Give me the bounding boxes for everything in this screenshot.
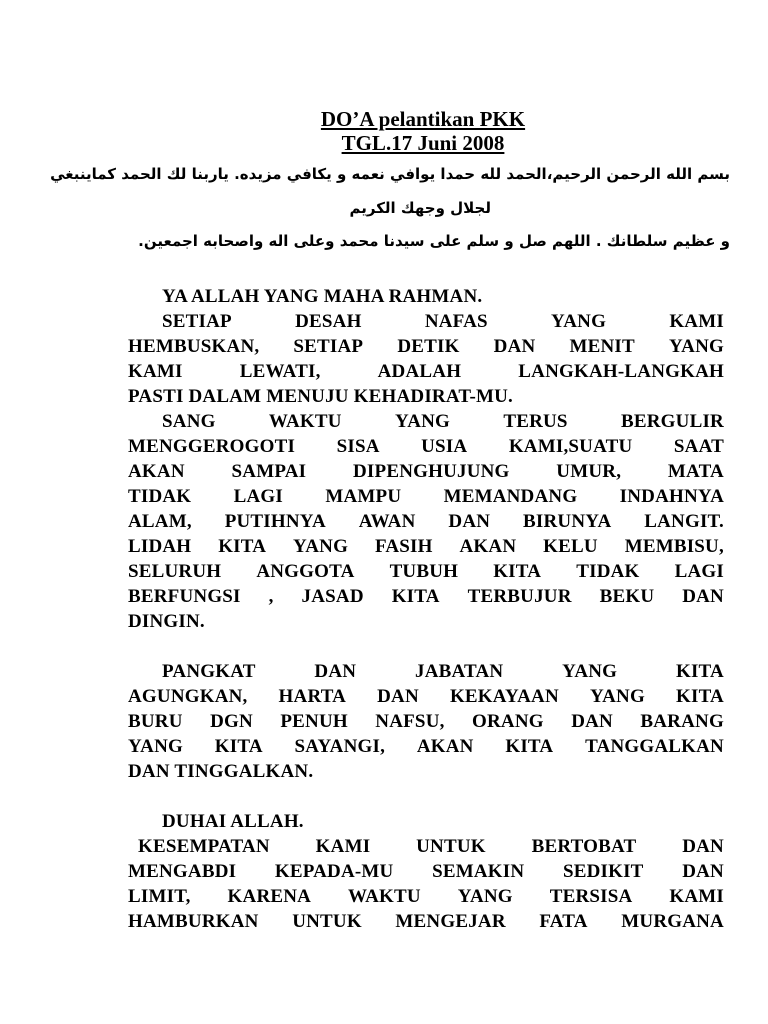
word: SEDIKIT [562, 861, 644, 882]
word: MEMBISU, [624, 536, 724, 557]
word: NAFAS [424, 311, 488, 332]
word: AWAN [358, 511, 416, 532]
word: KITA [675, 661, 724, 682]
blank-line [128, 634, 724, 659]
word: YANG [562, 661, 618, 682]
word: KAMI [669, 886, 724, 907]
paragraph-3-line [128, 709, 724, 734]
paragraph-4 [128, 834, 724, 934]
paragraph-3-line [128, 684, 724, 709]
word: SAMPAI [231, 461, 307, 482]
word: TIDAK [128, 486, 192, 507]
word: SEMAKIN [432, 861, 525, 882]
paragraph-3-line: DAN TINGGALKAN. [128, 761, 314, 782]
word: ANGGOTA [256, 561, 355, 582]
word: BERFUNGSI [128, 586, 241, 607]
word: KEKAYAAN [449, 686, 559, 707]
prayer-body [128, 284, 724, 934]
word: TERSISA [549, 886, 633, 907]
word: KEPADA-MU [274, 861, 394, 882]
word: KAMI [669, 311, 724, 332]
word: TERUS [503, 411, 568, 432]
word: LANGKAH-LANGKAH [518, 361, 724, 382]
word: FASIH [374, 536, 433, 557]
word: SISA [336, 436, 380, 457]
word: SETIAP [293, 336, 364, 357]
word: PENUH [280, 711, 348, 732]
word: UMUR, [556, 461, 622, 482]
word: MENGABDI [128, 861, 237, 882]
word: LEWATI, [239, 361, 321, 382]
word: HARTA [278, 686, 347, 707]
word: YANG [589, 686, 645, 707]
word: KESEMPATAN [138, 836, 270, 857]
word: KITA [391, 586, 440, 607]
paragraph-3-line [128, 734, 724, 759]
word: YANG [128, 736, 183, 757]
word: KITA [505, 736, 554, 757]
word: SANG [162, 411, 216, 432]
word: LIMIT, [128, 886, 191, 907]
word: ORANG [472, 711, 544, 732]
word: DAN [493, 336, 536, 357]
paragraph-1 [128, 309, 724, 409]
paragraph-4-line [128, 884, 724, 909]
word: UNTUK [292, 911, 362, 932]
word: KELU [543, 536, 598, 557]
blank-line [128, 784, 724, 809]
paragraph-3 [128, 659, 724, 784]
paragraph-1-line [128, 359, 724, 384]
word: AKAN [459, 536, 517, 557]
paragraph-2-line [128, 409, 724, 434]
word: DAN [571, 711, 613, 732]
paragraph-2 [128, 409, 724, 634]
word: MATA [667, 461, 724, 482]
word: FATA [539, 911, 588, 932]
word: DAN [682, 586, 724, 607]
word: ALAM, [128, 511, 192, 532]
document-date: TGL.17 Juni 2008 [341, 131, 505, 155]
word: MEMANDANG [443, 486, 578, 507]
word: BERGULIR [621, 411, 724, 432]
paragraph-2-line [128, 509, 724, 534]
word: KAMI [128, 361, 183, 382]
paragraph-1-line [128, 309, 724, 334]
word: KITA [214, 736, 263, 757]
word: KARENA [227, 886, 312, 907]
word: KAMI,SUATU [508, 436, 633, 457]
word: BIRUNYA [523, 511, 612, 532]
paragraph-1-line: PASTI DALAM MENUJU KEHADIRAT-MU. [128, 386, 513, 407]
word: TERBUJUR [467, 586, 572, 607]
word: NAFSU, [375, 711, 445, 732]
paragraph-4-line [128, 859, 724, 884]
word: TANGGALKAN [585, 736, 724, 757]
word: MENIT [569, 336, 635, 357]
word: PANGKAT [162, 661, 256, 682]
word: SAAT [673, 436, 724, 457]
word: TUBUH [389, 561, 459, 582]
word: AKAN [416, 736, 474, 757]
word: MENGEJAR [395, 911, 506, 932]
word: YANG [457, 886, 513, 907]
word: UNTUK [416, 836, 486, 857]
word: AGUNGKAN, [128, 686, 248, 707]
word: WAKTU [348, 886, 421, 907]
word: DAN [448, 511, 491, 532]
word: HEMBUSKAN, [128, 336, 260, 357]
word: WAKTU [268, 411, 342, 432]
word: KITA [218, 536, 267, 557]
word: DESAH [295, 311, 362, 332]
word: MAMPU [325, 486, 402, 507]
word: SELURUH [128, 561, 222, 582]
word: JASAD [301, 586, 364, 607]
word: SETIAP [162, 311, 232, 332]
word: KITA [676, 686, 724, 707]
heading-duhai-allah: DUHAI ALLAH. [162, 811, 304, 832]
word: LANGIT. [644, 511, 724, 532]
word: AKAN [128, 461, 185, 482]
arabic-opening-line-1: بسم الله الرحمن الرحيم،الحمد لله حمدا يوافي نعمه و يكافي مزيده. ياربنا لك الحمد كماينبغي [50, 165, 730, 183]
word: LAGI [233, 486, 283, 507]
paragraph-2-line: DINGIN. [128, 611, 205, 632]
word: HAMBURKAN [128, 911, 259, 932]
paragraph-4-line [128, 834, 724, 859]
word: SAYANGI, [294, 736, 386, 757]
arabic-opening-line-3: و عظيم سلطانك . اللهم صل و سلم على سيدنا محمد وعلى اله واصحابه اجمعين. [138, 232, 730, 250]
word: ADALAH [377, 361, 462, 382]
word: BARANG [640, 711, 724, 732]
word: USIA [421, 436, 468, 457]
paragraph-2-line [128, 459, 724, 484]
paragraph-3-line [128, 659, 724, 684]
word: YANG [293, 536, 349, 557]
word: DETIK [397, 336, 460, 357]
word: MURGANA [621, 911, 724, 932]
word: BERTOBAT [531, 836, 637, 857]
word: MENGGEROGOTI [128, 436, 296, 457]
word: YANG [395, 411, 451, 432]
paragraph-2-line [128, 434, 724, 459]
paragraph-4-line [128, 909, 724, 934]
word: JABATAN [415, 661, 504, 682]
word: KITA [493, 561, 542, 582]
word: , [268, 586, 274, 607]
word: LIDAH [128, 536, 192, 557]
word: KAMI [315, 836, 371, 857]
paragraph-2-line [128, 534, 724, 559]
word: INDAHNYA [619, 486, 724, 507]
word: YANG [668, 336, 724, 357]
paragraph-2-line [128, 484, 724, 509]
arabic-opening-line-2: لجلال وجهك الكريم [349, 199, 491, 217]
word: DAN [682, 836, 724, 857]
heading-ya-allah: YA ALLAH YANG MAHA RAHMAN. [162, 286, 483, 307]
word: BEKU [599, 586, 655, 607]
paragraph-2-line [128, 559, 724, 584]
word: BURU [128, 711, 183, 732]
paragraph-2-line [128, 584, 724, 609]
word: DAN [682, 861, 724, 882]
word: LAGI [674, 561, 724, 582]
document-title: DO’A pelantikan PKK [320, 107, 526, 131]
word: PUTIHNYA [224, 511, 326, 532]
word: DGN [210, 711, 253, 732]
paragraph-1-line [128, 334, 724, 359]
word: DAN [314, 661, 357, 682]
word: DIPENGHUJUNG [353, 461, 510, 482]
word: TIDAK [576, 561, 640, 582]
word: YANG [551, 311, 607, 332]
word: DAN [377, 686, 419, 707]
